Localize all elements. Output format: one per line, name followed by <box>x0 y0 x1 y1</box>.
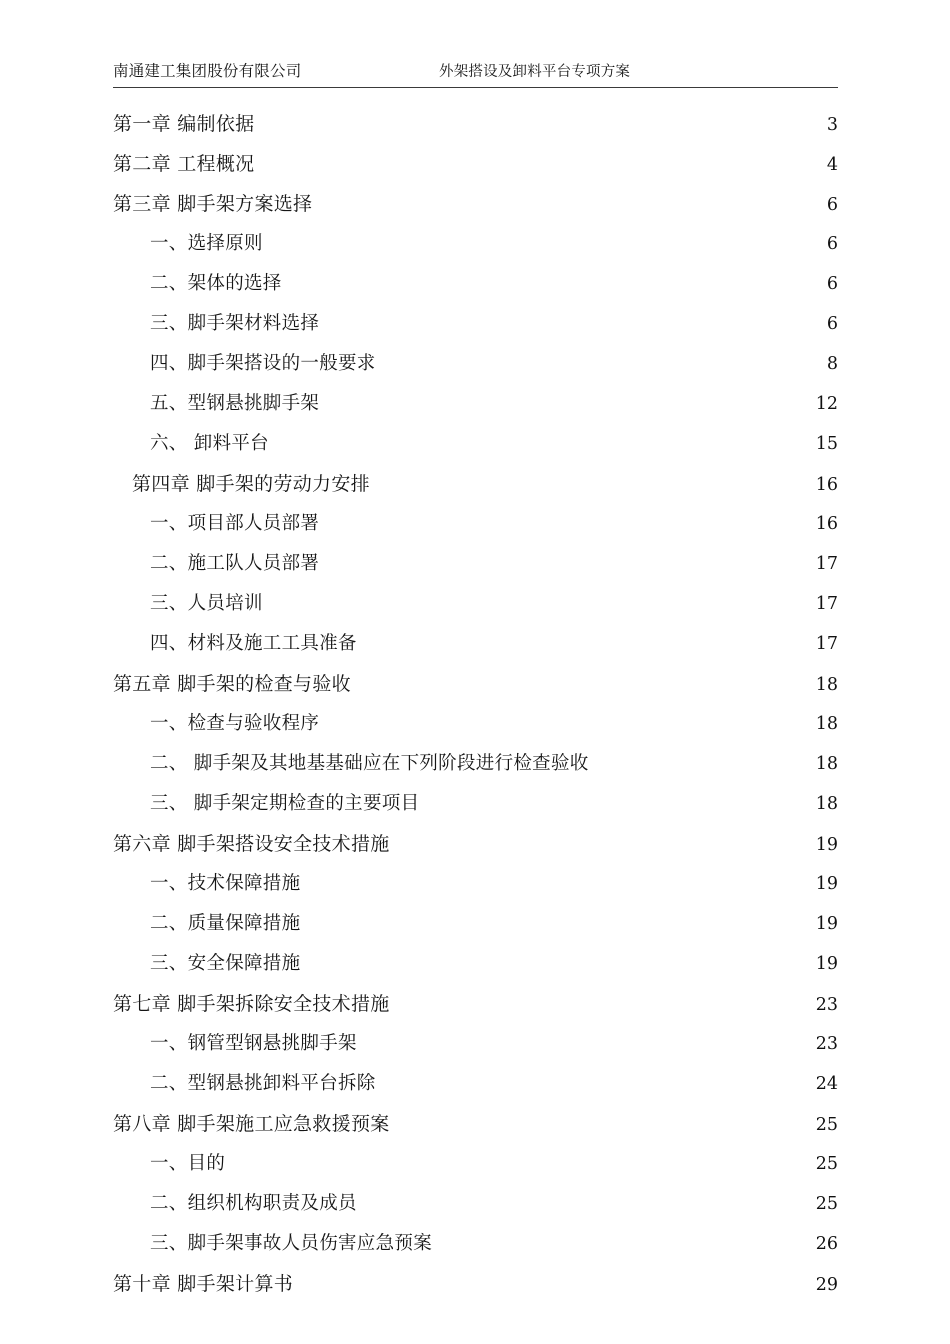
toc-entry-title[interactable]: 六、 卸料平台 <box>150 433 269 454</box>
toc-entry-inner <box>150 1064 838 1104</box>
toc-entry-inner <box>150 1024 838 1064</box>
toc-entry[interactable] <box>0 1104 950 1144</box>
toc-entry-title[interactable]: 一、技术保障措施 <box>150 873 301 894</box>
toc-entry[interactable] <box>0 904 950 944</box>
toc-entry-page-number[interactable]: 12 <box>815 394 838 414</box>
toc-dot-leader <box>320 713 816 729</box>
toc-dot-leader <box>377 353 827 369</box>
toc-entry-page-number[interactable]: 25 <box>815 1115 838 1135</box>
toc-entry[interactable] <box>0 784 950 824</box>
toc-entry-title[interactable]: 第十章 脚手架计算书 <box>113 1273 294 1295</box>
toc-entry-title[interactable]: 一、钢管型钢悬挑脚手架 <box>150 1033 357 1054</box>
table-of-contents <box>0 104 950 1304</box>
toc-entry-inner <box>150 1144 838 1184</box>
toc-entry-inner <box>150 544 838 584</box>
toc-entry-inner <box>113 1264 838 1304</box>
toc-entry[interactable] <box>0 144 950 184</box>
toc-entry-page-number[interactable]: 6 <box>826 195 838 215</box>
toc-entry-title[interactable]: 三、脚手架事故人员伤害应急预案 <box>150 1233 433 1254</box>
running-header <box>113 58 838 88</box>
toc-entry-title[interactable]: 第四章 脚手架的劳动力安排 <box>132 473 370 495</box>
toc-entry-page-number[interactable]: 16 <box>815 514 838 534</box>
toc-entry-page-number[interactable]: 25 <box>815 1154 838 1174</box>
toc-dot-leader <box>433 1233 816 1249</box>
toc-entry[interactable] <box>0 184 950 224</box>
toc-entry-page-number[interactable]: 15 <box>815 434 838 454</box>
toc-entry-page-number[interactable]: 6 <box>826 314 838 334</box>
toc-entry-inner <box>150 624 838 664</box>
toc-entry[interactable] <box>0 1064 950 1104</box>
toc-entry-inner <box>150 864 838 904</box>
toc-entry-inner <box>113 824 838 864</box>
toc-dot-leader <box>320 553 816 569</box>
toc-entry[interactable] <box>0 1224 950 1264</box>
toc-dot-leader <box>301 873 815 889</box>
toc-entry[interactable] <box>0 224 950 264</box>
toc-entry-title[interactable]: 第八章 脚手架施工应急救援预案 <box>113 1113 390 1135</box>
toc-entry-title[interactable]: 三、 脚手架定期检查的主要项目 <box>150 793 420 814</box>
toc-entry[interactable] <box>0 544 950 584</box>
toc-dot-leader <box>358 633 816 649</box>
toc-entry-title[interactable]: 第二章 工程概况 <box>113 153 255 175</box>
toc-entry-title[interactable]: 二、 脚手架及其地基基础应在下列阶段进行检查验收 <box>150 753 589 774</box>
toc-dot-leader <box>255 114 826 130</box>
running-header-row <box>113 58 838 84</box>
toc-entry-page-number[interactable]: 23 <box>815 995 838 1015</box>
toc-dot-leader <box>352 674 816 690</box>
toc-entry-page-number[interactable]: 18 <box>815 754 838 774</box>
toc-entry-title[interactable]: 二、质量保障措施 <box>150 913 301 934</box>
toc-entry-page-number[interactable]: 25 <box>815 1194 838 1214</box>
toc-dot-leader <box>264 233 827 249</box>
toc-dot-leader <box>377 1073 816 1089</box>
toc-entry[interactable] <box>0 944 950 984</box>
toc-entry[interactable] <box>0 464 950 504</box>
toc-entry-inner <box>150 264 838 304</box>
toc-entry[interactable] <box>0 1184 950 1224</box>
toc-entry-page-number[interactable]: 6 <box>826 274 838 294</box>
toc-entry-page-number[interactable]: 8 <box>826 354 838 374</box>
toc-entry-page-number[interactable]: 19 <box>815 954 838 974</box>
toc-entry-title[interactable]: 二、施工队人员部署 <box>150 553 320 574</box>
toc-entry-inner <box>150 384 838 424</box>
toc-entry-page-number[interactable]: 19 <box>815 874 838 894</box>
toc-entry[interactable] <box>0 744 950 784</box>
header-company-name: 南通建工集团股份有限公司 <box>113 62 302 80</box>
toc-entry-page-number[interactable]: 17 <box>815 554 838 574</box>
toc-dot-leader <box>320 513 816 529</box>
toc-entry-inner <box>132 464 838 504</box>
toc-entry-title[interactable]: 二、组织机构职责及成员 <box>150 1193 357 1214</box>
toc-entry-title[interactable]: 第五章 脚手架的检查与验收 <box>113 673 351 695</box>
toc-entry-title[interactable]: 一、项目部人员部署 <box>150 513 320 534</box>
toc-entry-inner <box>113 664 838 704</box>
toc-entry[interactable] <box>0 424 950 464</box>
toc-entry[interactable] <box>0 864 950 904</box>
toc-entry[interactable] <box>0 1264 950 1304</box>
toc-entry[interactable] <box>0 1024 950 1064</box>
toc-entry-title[interactable]: 第六章 脚手架搭设安全技术措施 <box>113 833 390 855</box>
toc-dot-leader <box>420 793 815 809</box>
toc-dot-leader <box>391 1114 816 1130</box>
toc-entry[interactable] <box>0 584 950 624</box>
toc-dot-leader <box>320 313 827 329</box>
toc-dot-leader <box>358 1033 816 1049</box>
toc-entry-inner <box>113 184 838 224</box>
toc-entry-inner <box>150 304 838 344</box>
toc-entry-title[interactable]: 第一章 编制依据 <box>113 113 255 135</box>
toc-entry-title[interactable]: 一、目的 <box>150 1153 226 1174</box>
toc-entry-title[interactable]: 二、型钢悬挑卸料平台拆除 <box>150 1073 376 1094</box>
toc-entry-title[interactable]: 第七章 脚手架拆除安全技术措施 <box>113 993 390 1015</box>
toc-entry-page-number[interactable]: 19 <box>815 914 838 934</box>
toc-entry-title[interactable]: 一、检查与验收程序 <box>150 713 320 734</box>
toc-dot-leader <box>255 154 826 170</box>
toc-entry-inner <box>150 784 838 824</box>
toc-entry-inner <box>150 344 838 384</box>
toc-entry-page-number[interactable]: 18 <box>815 714 838 734</box>
toc-entry[interactable] <box>0 824 950 864</box>
toc-dot-leader <box>226 1153 816 1169</box>
toc-dot-leader <box>320 393 816 409</box>
toc-entry-inner <box>150 1224 838 1264</box>
toc-entry-title[interactable]: 一、选择原则 <box>150 233 263 254</box>
toc-dot-leader <box>371 474 816 490</box>
toc-entry-inner <box>150 1184 838 1224</box>
header-document-title: 外架搭设及卸料平台专项方案 <box>439 64 631 80</box>
toc-dot-leader <box>264 593 816 609</box>
toc-entry-page-number[interactable]: 6 <box>826 234 838 254</box>
toc-entry-inner <box>150 224 838 264</box>
toc-entry[interactable] <box>0 984 950 1024</box>
toc-entry-title[interactable]: 第三章 脚手架方案选择 <box>113 193 313 215</box>
toc-entry[interactable] <box>0 1144 950 1184</box>
toc-entry[interactable] <box>0 304 950 344</box>
toc-entry-title[interactable]: 四、材料及施工工具准备 <box>150 633 357 654</box>
toc-dot-leader <box>358 1193 816 1209</box>
toc-entry-inner <box>150 584 838 624</box>
toc-entry-inner <box>150 944 838 984</box>
toc-entry[interactable] <box>0 624 950 664</box>
toc-entry[interactable] <box>0 664 950 704</box>
toc-entry-page-number[interactable]: 3 <box>826 115 838 135</box>
toc-entry-page-number[interactable]: 4 <box>826 155 838 175</box>
toc-entry[interactable] <box>0 504 950 544</box>
toc-dot-leader <box>294 1274 816 1290</box>
toc-entry[interactable] <box>0 264 950 304</box>
toc-entry-inner <box>113 984 838 1024</box>
toc-entry-page-number[interactable]: 29 <box>815 1275 838 1295</box>
toc-dot-leader <box>391 834 816 850</box>
toc-entry-page-number[interactable]: 18 <box>815 675 838 695</box>
toc-entry-inner <box>150 424 838 464</box>
toc-entry[interactable] <box>0 704 950 744</box>
toc-entry-inner <box>113 104 838 144</box>
toc-entry-page-number[interactable]: 23 <box>815 1034 838 1054</box>
toc-dot-leader <box>270 433 816 449</box>
toc-entry-inner <box>150 744 838 784</box>
toc-dot-leader <box>313 194 827 210</box>
toc-entry[interactable] <box>0 344 950 384</box>
toc-entry[interactable] <box>0 384 950 424</box>
toc-entry-title[interactable]: 五、型钢悬挑脚手架 <box>150 393 320 414</box>
toc-entry[interactable] <box>0 104 950 144</box>
toc-entry-inner <box>150 904 838 944</box>
toc-dot-leader <box>283 273 827 289</box>
toc-entry-inner <box>150 704 838 744</box>
toc-entry-page-number[interactable]: 17 <box>815 594 838 614</box>
toc-dot-leader <box>301 913 815 929</box>
toc-entry-inner <box>113 144 838 184</box>
toc-dot-leader <box>301 953 815 969</box>
toc-entry-inner <box>113 1104 838 1144</box>
toc-entry-page-number[interactable]: 16 <box>815 475 838 495</box>
toc-entry-page-number[interactable]: 17 <box>815 634 838 654</box>
toc-entry-title[interactable]: 三、安全保障措施 <box>150 953 301 974</box>
toc-dot-leader <box>391 994 816 1010</box>
toc-entry-title[interactable]: 二、架体的选择 <box>150 273 282 294</box>
toc-entry-title[interactable]: 三、人员培训 <box>150 593 263 614</box>
toc-dot-leader <box>590 753 816 769</box>
toc-entry-inner <box>150 504 838 544</box>
toc-entry-title[interactable]: 四、脚手架搭设的一般要求 <box>150 353 376 374</box>
toc-entry-title[interactable]: 三、脚手架材料选择 <box>150 313 320 334</box>
toc-entry-page-number[interactable]: 18 <box>815 794 838 814</box>
toc-entry-page-number[interactable]: 24 <box>815 1074 838 1094</box>
toc-entry-page-number[interactable]: 26 <box>815 1234 838 1254</box>
toc-entry-page-number[interactable]: 19 <box>815 835 838 855</box>
